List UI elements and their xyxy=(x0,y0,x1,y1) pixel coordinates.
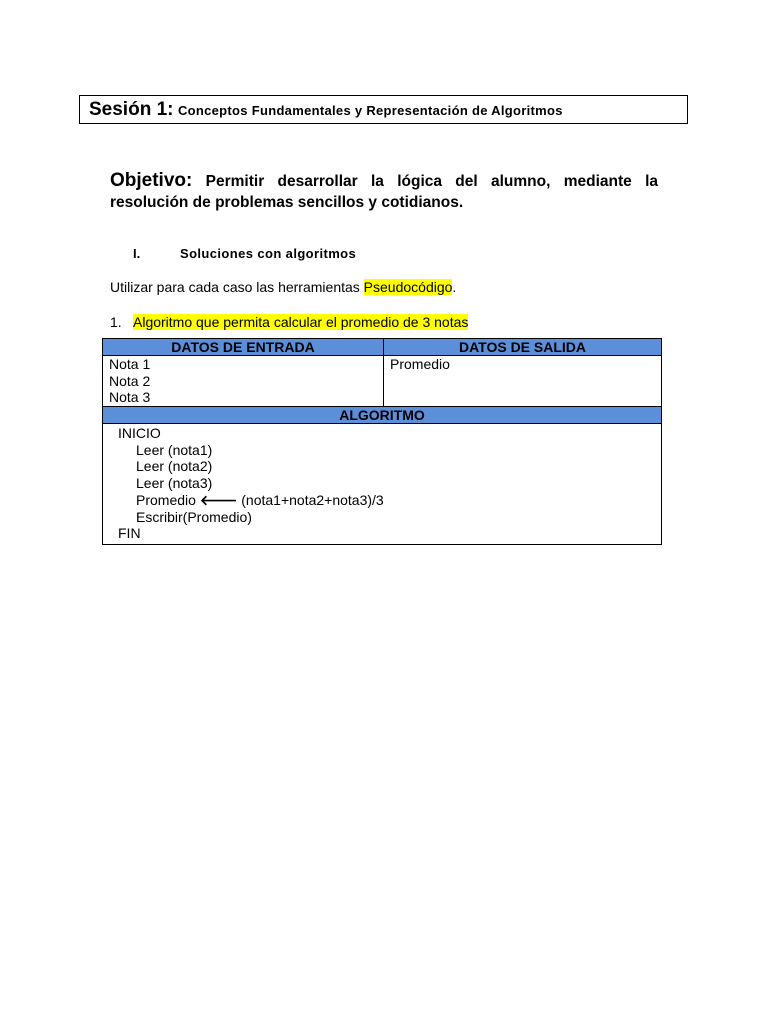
input-cell xyxy=(103,356,384,407)
section-title: Soluciones con algoritmos xyxy=(180,246,357,261)
input-header: DATOS DE ENTRADA xyxy=(103,339,384,356)
session-subtitle: Conceptos Fundamentales y Representación de Algoritmos xyxy=(177,103,563,118)
code-line-end: FIN xyxy=(118,525,141,542)
input-item: Nota 1 xyxy=(109,356,151,372)
instruction-text xyxy=(110,279,456,295)
objective-text: Permitir desarrollar la lógica del alumno, mediante la resolución de problemas sencillos y cotidianos. xyxy=(110,173,658,211)
algorithm-header: ALGORITMO xyxy=(103,407,662,424)
code-line-start: INICIO xyxy=(118,425,161,441)
instruction-suffix: . xyxy=(452,279,457,295)
code-line-write: Escribir(Promedio) xyxy=(136,508,252,525)
objective-label: Objetivo: xyxy=(110,170,193,191)
objective-paragraph xyxy=(110,170,658,213)
algorithm-body-row xyxy=(103,424,662,545)
code-line-read: Leer (nota3) xyxy=(136,475,213,492)
instruction-prefix: Utilizar para cada caso las herramientas xyxy=(110,279,364,295)
code-line-assign xyxy=(118,492,661,509)
input-item: Nota 2 xyxy=(109,372,151,389)
io-table-row xyxy=(103,356,662,407)
output-cell xyxy=(384,356,662,407)
assign-expression: (nota1+nota2+nota3)/3 xyxy=(241,491,384,508)
problem-number: 1. xyxy=(110,314,122,330)
session-label: Sesión 1: xyxy=(89,99,174,120)
algorithm-body xyxy=(103,424,662,545)
io-table xyxy=(102,338,662,407)
section-number: I. xyxy=(133,246,141,261)
output-item: Promedio xyxy=(390,356,450,372)
left-arrow-icon: 🡐 xyxy=(199,491,238,508)
output-header: DATOS DE SALIDA xyxy=(384,339,662,356)
session-header-box xyxy=(79,95,688,124)
session-title xyxy=(89,99,563,121)
algorithm-header-row xyxy=(103,407,662,424)
io-table-header-row xyxy=(103,339,662,356)
instruction-highlight: Pseudocódigo xyxy=(363,279,453,295)
assign-variable: Promedio xyxy=(136,491,196,508)
code-line-read: Leer (nota1) xyxy=(136,441,213,458)
problem-text: Algoritmo que permita calcular el promedio de 3 notas xyxy=(133,314,469,330)
algorithm-table xyxy=(102,406,662,545)
problem-statement xyxy=(133,314,468,330)
input-item: Nota 3 xyxy=(109,389,151,405)
code-line-read: Leer (nota2) xyxy=(136,458,213,475)
